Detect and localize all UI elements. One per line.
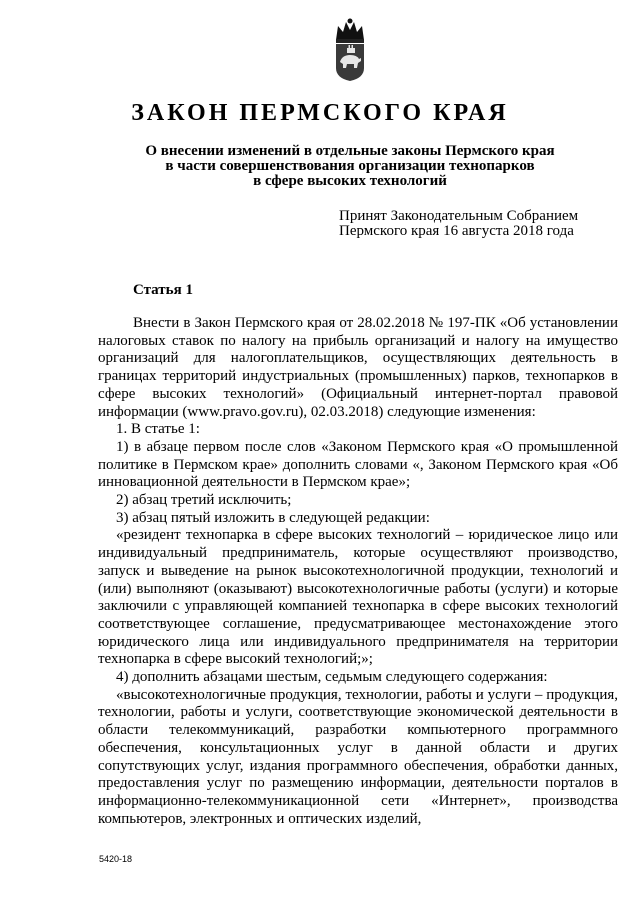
paragraph: 2) абзац третий исключить; bbox=[116, 492, 292, 509]
document-code: 5420-18 bbox=[99, 854, 133, 864]
adoption-line: Принят Законодательным Собранием bbox=[339, 208, 579, 224]
subtitle-line: О внесении изменений в отдельные законы Пермского края bbox=[145, 143, 555, 159]
paragraph: «резидент технопарка в сфере высоких технологий – юридическое лицо или индивидуальный предприниматель, которые осуществляют производство, запуск и выведение на рынок высокотехнологичной продукции, технологий и (или) выполняют (оказывают) высокотехнологичные работы (услуги) и которые заключили с управляющей компанией технопарка в сфере высоких технологий соответствующее соглашение, предусматривающее местонахождение этого юридического лица или индивидуального предпринимателя на территории технопарка в сфере высокий технологий;»; bbox=[98, 527, 618, 668]
subtitle-line: в сфере высоких технологий bbox=[253, 173, 447, 189]
law-subtitle bbox=[0, 144, 640, 189]
paragraph: 1) в абзаце первом после слов «Законом Пермского края «О промышленной политике в Пермском крае» дополнить словами «, Законом Пермского края «Об инновационной деятельности в Пермском крае»; bbox=[98, 438, 618, 491]
article-body bbox=[98, 315, 618, 828]
paragraph: 1. В статье 1: bbox=[116, 421, 200, 438]
subtitle-line: в части совершенствования организации технопарков bbox=[165, 158, 535, 174]
paragraph: 4) дополнить абзацами шестым, седьмым следующего содержания: bbox=[116, 669, 548, 686]
paragraph: Внести в Закон Пермского края от 28.02.2018 № 197-ПК «Об установлении налоговых ставок по налогу на прибыль организаций и налогу на имущество организаций для налогоплательщиков, осуществляющих деятельность в границах территорий индустриальных (промышленных) парков, технопарков в сфере высоких технологий» (Официальный интернет-портал правовой информации (www.pravo.gov.ru), 02.03.2018) следующие изменения: bbox=[98, 315, 618, 420]
paragraph: «высокотехнологичные продукция, технологии, работы и услуги – продукция, технологии, работы и услуги, соответствующие экономической деятельности в области телекоммуникаций, разработки компьютерного программного обеспечения, консультационных услуг в данной области и других сопутствующих услуг, издания программного обеспечения, обработки данных, предоставления услуг по размещению информации, деятельности порталов в информационно-телекоммуникационной сети «Интернет», производства компьютеров, электронных и оптических изделий, bbox=[98, 686, 618, 827]
law-title: ЗАКОН ПЕРМСКОГО КРАЯ bbox=[131, 100, 509, 126]
coat-of-arms-icon bbox=[330, 18, 370, 82]
adoption-note bbox=[339, 209, 578, 239]
article-heading: Статья 1 bbox=[133, 282, 193, 298]
adoption-line: Пермского края 16 августа 2018 года bbox=[339, 223, 574, 239]
paragraph: 3) абзац пятый изложить в следующей редакции: bbox=[116, 509, 430, 526]
